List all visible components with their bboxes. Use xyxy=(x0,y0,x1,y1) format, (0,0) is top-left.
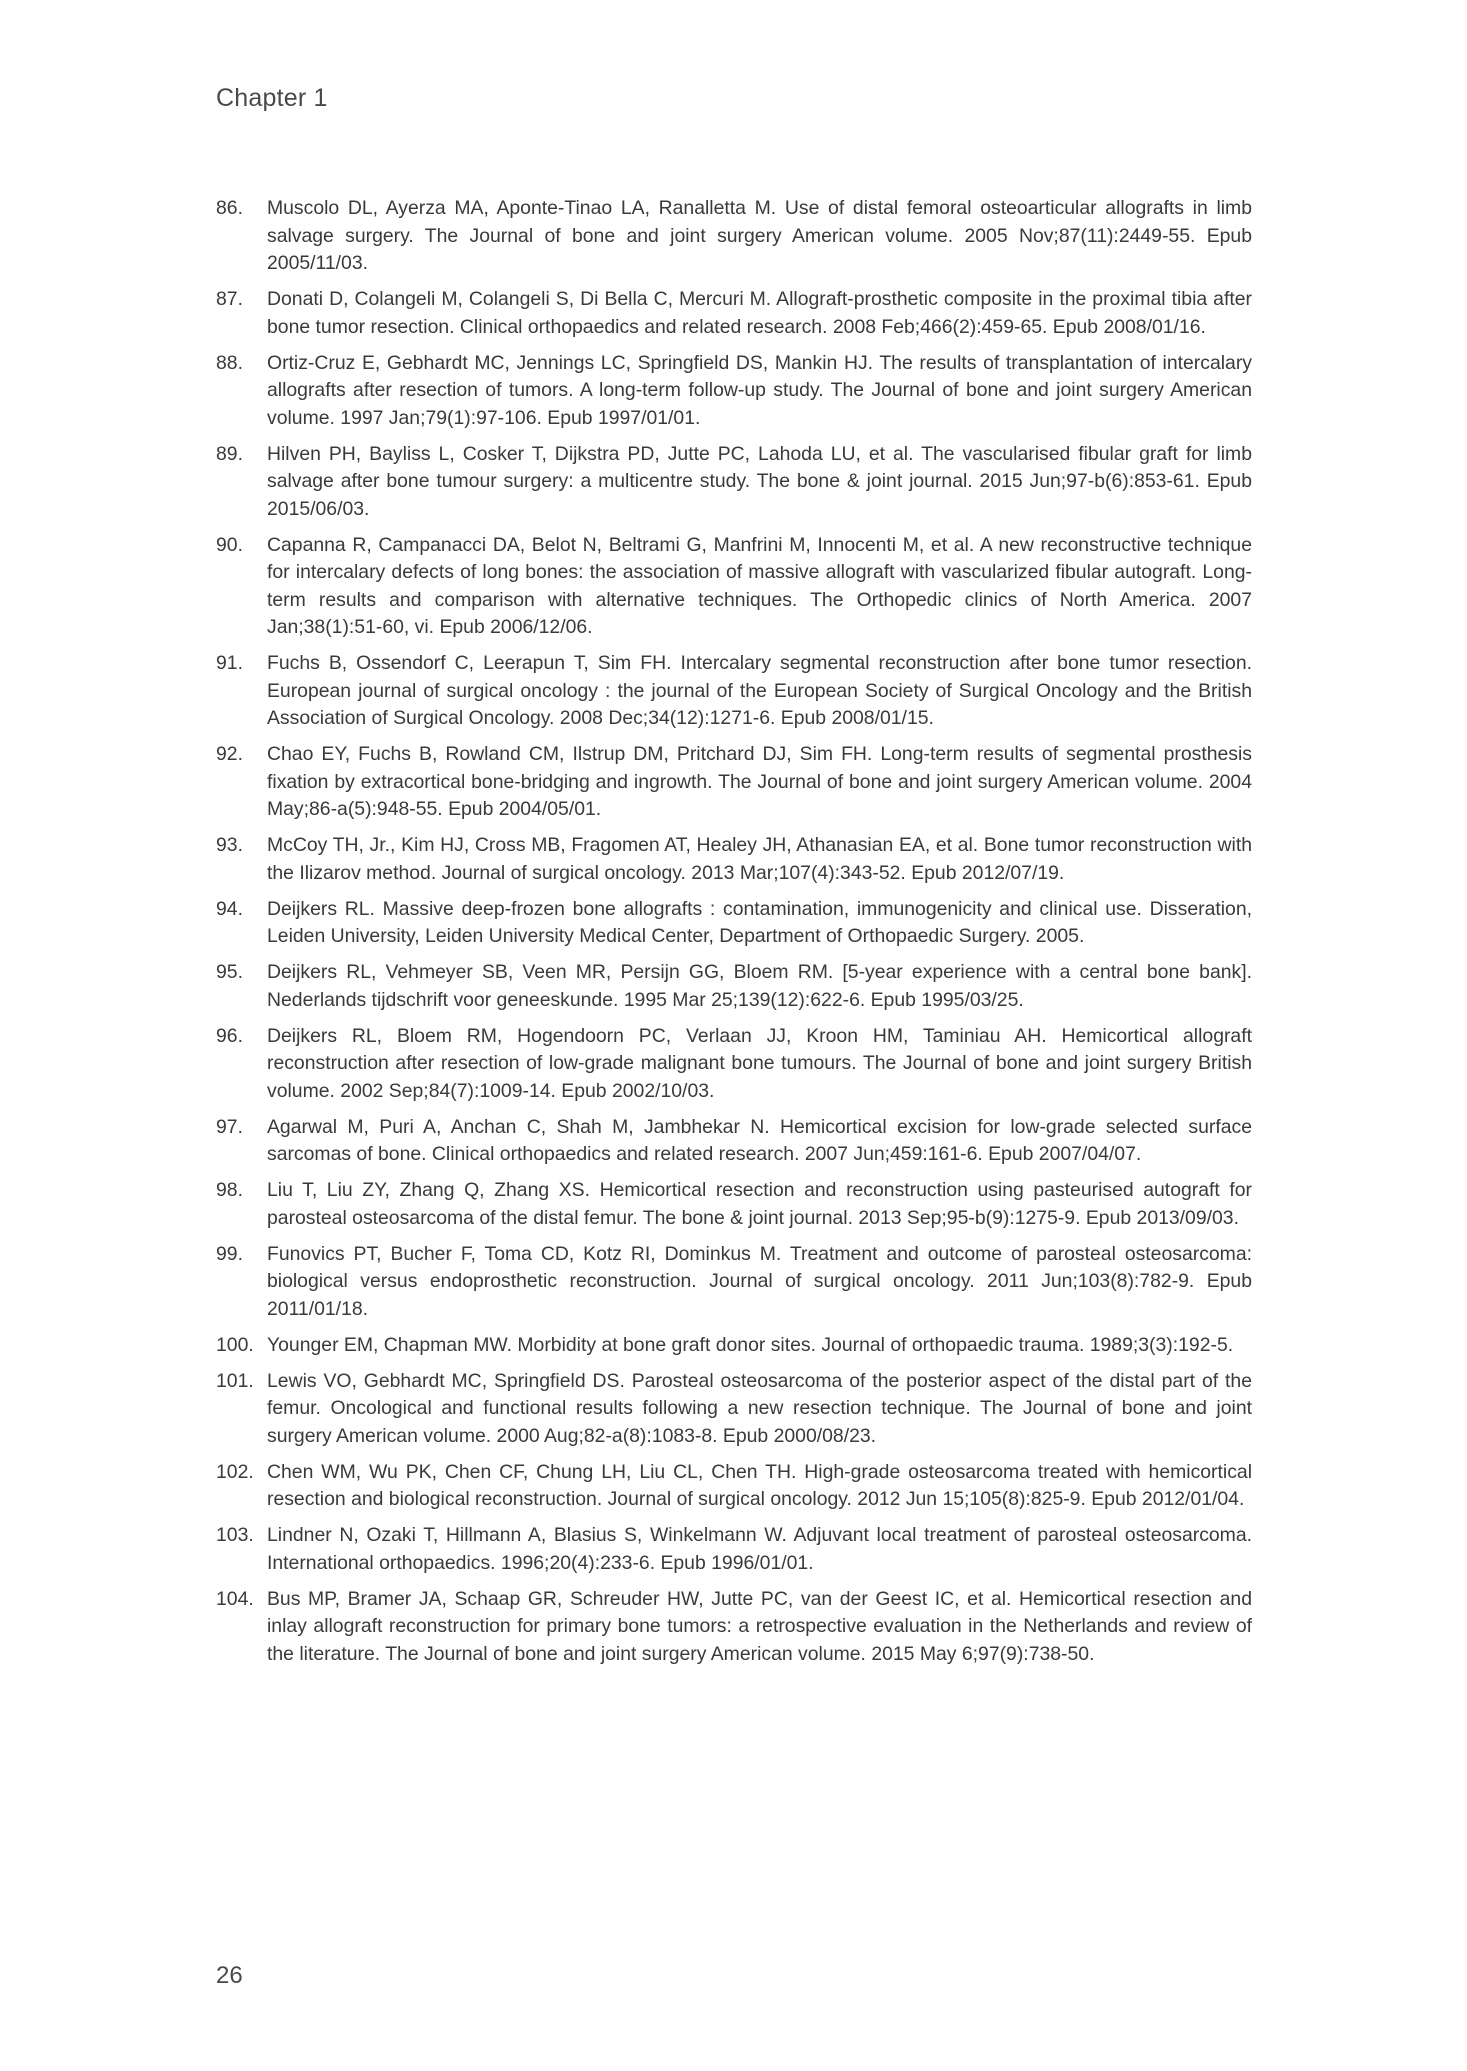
reference-item xyxy=(216,650,1252,733)
reference-number: 101. xyxy=(216,1369,254,1392)
reference-text: Liu T, Liu ZY, Zhang Q, Zhang XS. Hemicortical resection and reconstruction using pasteurised autograft for parosteal osteosarcoma of the distal femur. The bone & joint journal. 2013 Sep;95-b(9):1275-9. Epub 2013/09/03. xyxy=(267,1179,1252,1229)
reference-item xyxy=(216,1241,1252,1324)
reference-text: Chen WM, Wu PK, Chen CF, Chung LH, Liu CL, Chen TH. High-grade osteosarcoma treated with hemicortical resection and biological reconstruction. Journal of surgical oncology. 2012 Jun 15;105(8):825-9. Epub 2012/01/04. xyxy=(267,1460,1252,1510)
reference-number: 98. xyxy=(216,1179,243,1201)
reference-text: Hilven PH, Bayliss L, Cosker T, Dijkstra PD, Jutte PC, Lahoda LU, et al. The vascularised fibular graft for limb salvage after bone tumour surgery: a multicentre study. The bone & joint journal. 2015 Jun;97-b(6):853-61. Epub 2015/06/03. xyxy=(267,442,1252,520)
reference-item xyxy=(216,286,1252,341)
reference-text: Lindner N, Ozaki T, Hillmann A, Blasius S, Winkelmann W. Adjuvant local treatment of parosteal osteosarcoma. International orthopaedics. 1996;20(4):233-6. Epub 1996/01/01. xyxy=(267,1524,1252,1574)
reference-number: 87. xyxy=(216,288,243,310)
reference-item xyxy=(216,441,1252,524)
reference-text: Capanna R, Campanacci DA, Belot N, Beltrami G, Manfrini M, Innocenti M, et al. A new reconstructive technique for intercalary defects of long bones: the association of massive allograft with vascularized fibular autograft. Long-term results and comparison with alternative techniques. The Orthopedic clinics of North America. 2007 Jan;38(1):51-60, vi. Epub 2006/12/06. xyxy=(267,533,1252,638)
reference-list xyxy=(216,195,1252,1677)
reference-text: Ortiz-Cruz E, Gebhardt MC, Jennings LC, Springfield DS, Mankin HJ. The results of transplantation of intercalary allografts after resection of tumors. A long-term follow-up study. The Journal of bone and joint surgery American volume. 1997 Jan;79(1):97-106. Epub 1997/01/01. xyxy=(267,351,1252,429)
reference-number: 88. xyxy=(216,351,243,374)
reference-item xyxy=(216,1522,1252,1577)
reference-text: Muscolo DL, Ayerza MA, Aponte-Tinao LA, Ranalletta M. Use of distal femoral osteoarticular allografts in limb salvage surgery. The Journal of bone and joint surgery American volume. 2005 Nov;87(11):2449-55. Epub 2005/11/03. xyxy=(267,197,1252,274)
reference-number: 90. xyxy=(216,533,243,556)
reference-text: Funovics PT, Bucher F, Toma CD, Kotz RI, Dominkus M. Treatment and outcome of parosteal osteosarcoma: biological versus endoprosthetic reconstruction. Journal of surgical oncology. 2011 Jun;103(8):782-9. Epub 2011/01/18. xyxy=(267,1242,1252,1320)
reference-item xyxy=(216,532,1252,642)
reference-number: 104. xyxy=(216,1587,254,1610)
reference-item xyxy=(216,1332,1252,1360)
reference-item xyxy=(216,1114,1252,1169)
reference-item xyxy=(216,1177,1252,1232)
reference-number: 96. xyxy=(216,1024,243,1047)
reference-text: Fuchs B, Ossendorf C, Leerapun T, Sim FH. Intercalary segmental reconstruction after bone tumor resection. European journal of surgical oncology : the journal of the European Society of Surgical Oncology and the British Association of Surgical Oncology. 2008 Dec;34(12):1271-6. Epub 2008/01/15. xyxy=(267,652,1252,729)
reference-text: Agarwal M, Puri A, Anchan C, Shah M, Jambhekar N. Hemicortical excision for low-grade selected surface sarcomas of bone. Clinical orthopaedics and related research. 2007 Jun;459:161-6. Epub 2007/04/07. xyxy=(267,1115,1252,1165)
reference-number: 103. xyxy=(216,1524,254,1546)
reference-item xyxy=(216,1368,1252,1451)
reference-item xyxy=(216,1023,1252,1106)
reference-text: Lewis VO, Gebhardt MC, Springfield DS. Parosteal osteosarcoma of the posterior aspect of the distal part of the femur. Oncological and functional results following a new resection technique. The Journal of bone and joint surgery American volume. 2000 Aug;82-a(8):1083-8. Epub 2000/08/23. xyxy=(267,1369,1252,1447)
reference-number: 89. xyxy=(216,442,243,465)
reference-number: 91. xyxy=(216,652,243,674)
page-number: 26 xyxy=(216,1962,243,1989)
reference-text: Donati D, Colangeli M, Colangeli S, Di Bella C, Mercuri M. Allograft-prosthetic composite in the proximal tibia after bone tumor resection. Clinical orthopaedics and related research. 2008 Feb;466(2):459-65. Epub 2008/01/16. xyxy=(267,288,1252,338)
reference-item xyxy=(216,832,1252,887)
reference-item xyxy=(216,1459,1252,1514)
reference-item xyxy=(216,959,1252,1014)
reference-item xyxy=(216,195,1252,278)
reference-number: 94. xyxy=(216,897,243,920)
chapter-header: Chapter 1 xyxy=(216,84,328,112)
reference-number: 99. xyxy=(216,1242,243,1265)
reference-item xyxy=(216,741,1252,824)
reference-number: 100. xyxy=(216,1333,254,1356)
reference-number: 102. xyxy=(216,1460,254,1483)
reference-text: Deijkers RL, Vehmeyer SB, Veen MR, Persijn GG, Bloem RM. [5-year experience with a central bone bank]. Nederlands tijdschrift voor geneeskunde. 1995 Mar 25;139(12):622-6. Epub 1995/03/25. xyxy=(267,961,1252,1011)
reference-number: 93. xyxy=(216,834,243,856)
reference-number: 92. xyxy=(216,743,243,765)
reference-text: McCoy TH, Jr., Kim HJ, Cross MB, Fragomen AT, Healey JH, Athanasian EA, et al. Bone tumor reconstruction with the Ilizarov method. Journal of surgical oncology. 2013 Mar;107(4):343-52. Epub 2012/07/19. xyxy=(267,834,1252,884)
reference-number: 86. xyxy=(216,197,243,219)
reference-number: 95. xyxy=(216,961,243,983)
reference-text: Chao EY, Fuchs B, Rowland CM, Ilstrup DM, Pritchard DJ, Sim FH. Long-term results of segmental prosthesis fixation by extracortical bone-bridging and ingrowth. The Journal of bone and joint surgery American volume. 2004 May;86-a(5):948-55. Epub 2004/05/01. xyxy=(267,743,1252,820)
reference-number: 97. xyxy=(216,1115,243,1138)
reference-item xyxy=(216,350,1252,433)
reference-text: Deijkers RL, Bloem RM, Hogendoorn PC, Verlaan JJ, Kroon HM, Taminiau AH. Hemicortical allograft reconstruction after resection of low-grade malignant bone tumours. The Journal of bone and joint surgery British volume. 2002 Sep;84(7):1009-14. Epub 2002/10/03. xyxy=(267,1024,1252,1102)
reference-item xyxy=(216,896,1252,951)
reference-text: Younger EM, Chapman MW. Morbidity at bone graft donor sites. Journal of orthopaedic trauma. 1989;3(3):192-5. xyxy=(267,1333,1234,1356)
reference-text: Deijkers RL. Massive deep-frozen bone allografts : contamination, immunogenicity and clinical use. Disseration, Leiden University, Leiden University Medical Center, Department of Orthopaedic Surgery. 2005. xyxy=(267,897,1252,947)
reference-text: Bus MP, Bramer JA, Schaap GR, Schreuder HW, Jutte PC, van der Geest IC, et al. Hemicortical resection and inlay allograft reconstruction for primary bone tumors: a retrospective evaluation in the Netherlands and review of the literature. The Journal of bone and joint surgery American volume. 2015 May 6;97(9):738-50. xyxy=(267,1587,1252,1665)
reference-item xyxy=(216,1586,1252,1669)
